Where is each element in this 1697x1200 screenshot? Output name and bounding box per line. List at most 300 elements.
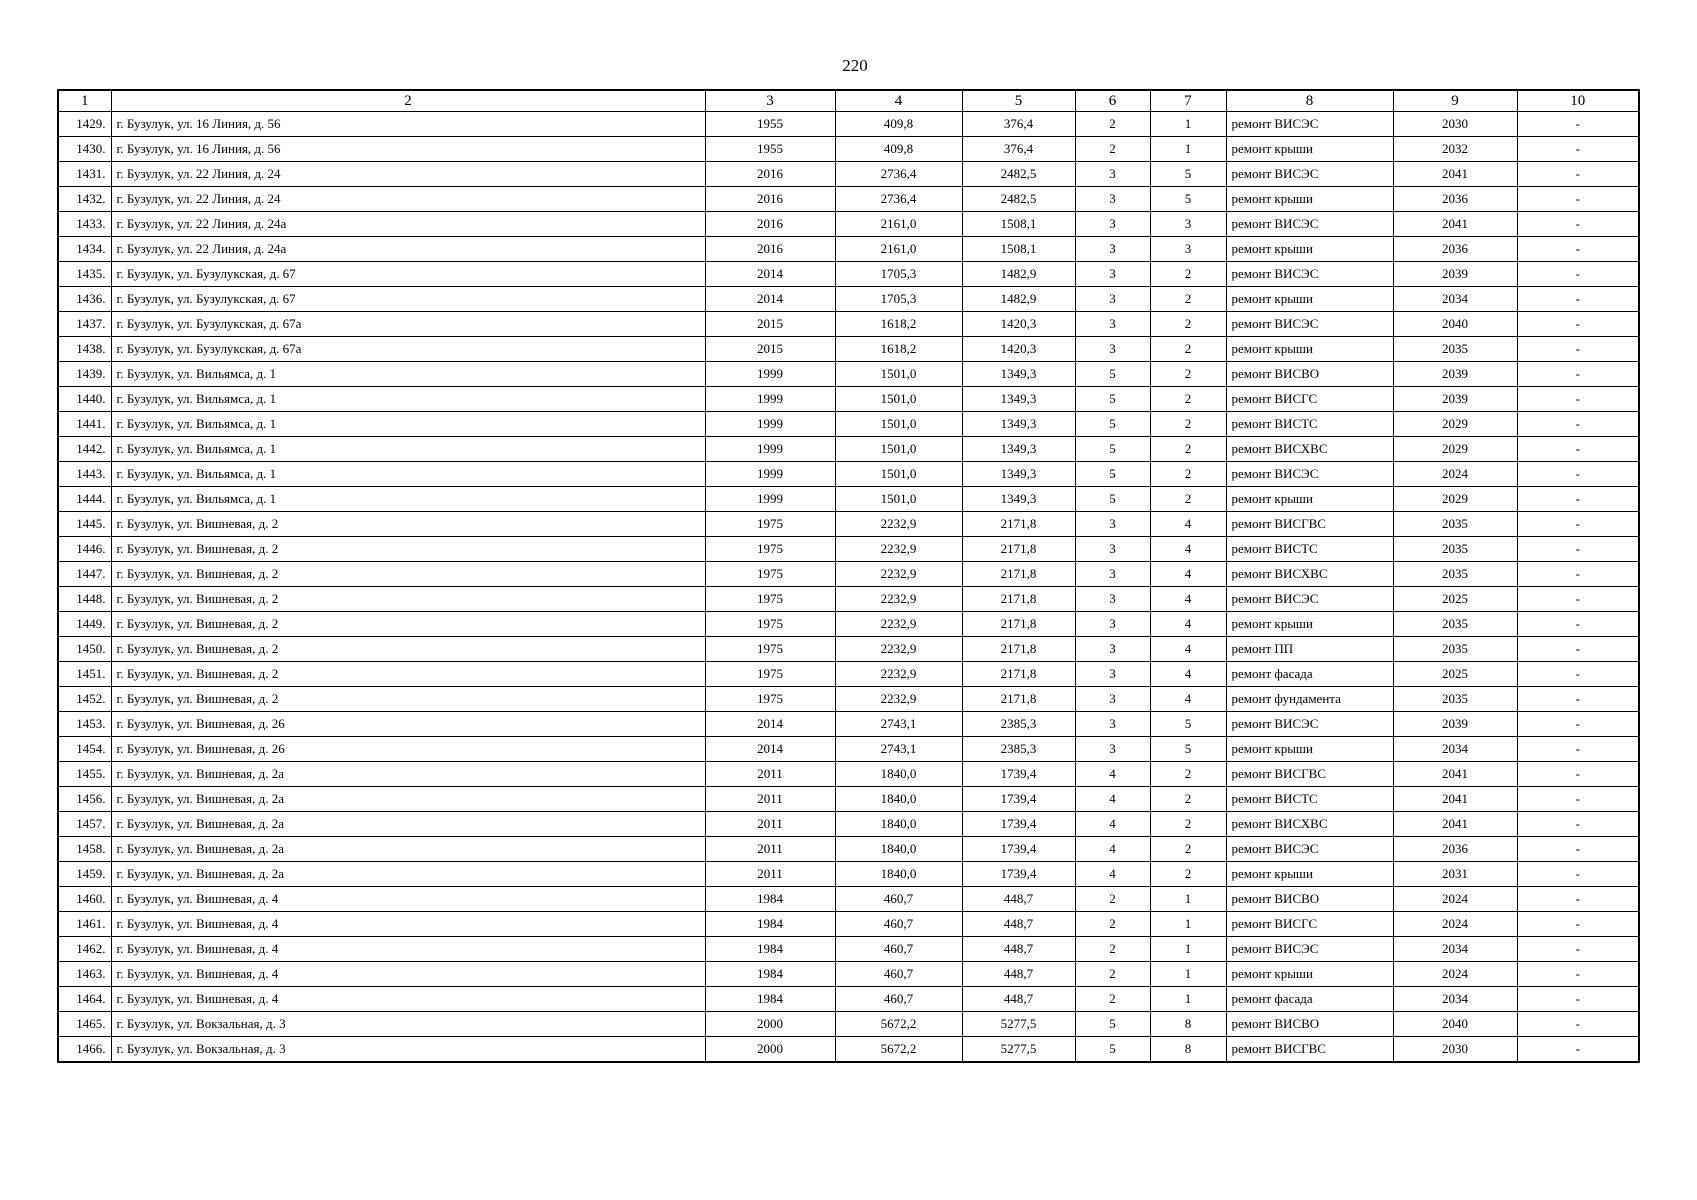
work-type-cell: ремонт ВИСЭС bbox=[1226, 212, 1393, 237]
note-cell: - bbox=[1517, 912, 1639, 937]
entrances-cell: 2 bbox=[1150, 487, 1226, 512]
note-cell: - bbox=[1517, 887, 1639, 912]
address-cell: г. Бузулук, ул. Вишневая, д. 2 bbox=[111, 687, 705, 712]
year-cell: 1975 bbox=[705, 637, 835, 662]
plan-year-cell: 2031 bbox=[1393, 862, 1517, 887]
living-area-cell: 1349,3 bbox=[962, 437, 1075, 462]
address-cell: г. Бузулук, ул. Вильямса, д. 1 bbox=[111, 487, 705, 512]
plan-year-cell: 2035 bbox=[1393, 637, 1517, 662]
row-number-cell: 1452. bbox=[58, 687, 111, 712]
year-cell: 1999 bbox=[705, 437, 835, 462]
living-area-cell: 2482,5 bbox=[962, 162, 1075, 187]
entrances-cell: 3 bbox=[1150, 237, 1226, 262]
floors-cell: 5 bbox=[1075, 412, 1150, 437]
plan-year-cell: 2030 bbox=[1393, 1037, 1517, 1063]
entrances-cell: 1 bbox=[1150, 937, 1226, 962]
plan-year-cell: 2036 bbox=[1393, 837, 1517, 862]
note-cell: - bbox=[1517, 937, 1639, 962]
address-cell: г. Бузулук, ул. Вишневая, д. 2 bbox=[111, 512, 705, 537]
plan-year-cell: 2035 bbox=[1393, 612, 1517, 637]
work-type-cell: ремонт крыши bbox=[1226, 287, 1393, 312]
work-type-cell: ремонт ВИСВО bbox=[1226, 887, 1393, 912]
entrances-cell: 2 bbox=[1150, 462, 1226, 487]
address-cell: г. Бузулук, ул. Вокзальная, д. 3 bbox=[111, 1037, 705, 1063]
plan-year-cell: 2039 bbox=[1393, 262, 1517, 287]
table-row bbox=[58, 762, 1639, 787]
living-area-cell: 448,7 bbox=[962, 937, 1075, 962]
table-row bbox=[58, 187, 1639, 212]
row-number-cell: 1446. bbox=[58, 537, 111, 562]
plan-year-cell: 2039 bbox=[1393, 387, 1517, 412]
year-cell: 1975 bbox=[705, 537, 835, 562]
table-row bbox=[58, 162, 1639, 187]
plan-year-cell: 2030 bbox=[1393, 112, 1517, 137]
table-row bbox=[58, 937, 1639, 962]
year-cell: 2000 bbox=[705, 1037, 835, 1063]
address-cell: г. Бузулук, ул. Бузулукская, д. 67а bbox=[111, 337, 705, 362]
row-number-cell: 1440. bbox=[58, 387, 111, 412]
year-cell: 1984 bbox=[705, 962, 835, 987]
year-cell: 1955 bbox=[705, 137, 835, 162]
column-header: 7 bbox=[1150, 90, 1226, 112]
work-type-cell: ремонт ВИСЭС bbox=[1226, 262, 1393, 287]
floors-cell: 3 bbox=[1075, 512, 1150, 537]
total-area-cell: 1501,0 bbox=[835, 387, 962, 412]
living-area-cell: 448,7 bbox=[962, 962, 1075, 987]
table-row bbox=[58, 662, 1639, 687]
address-cell: г. Бузулук, ул. Вишневая, д. 2 bbox=[111, 637, 705, 662]
total-area-cell: 2736,4 bbox=[835, 162, 962, 187]
table-row bbox=[58, 812, 1639, 837]
plan-year-cell: 2034 bbox=[1393, 937, 1517, 962]
year-cell: 1984 bbox=[705, 887, 835, 912]
year-cell: 1999 bbox=[705, 412, 835, 437]
year-cell: 2011 bbox=[705, 862, 835, 887]
note-cell: - bbox=[1517, 737, 1639, 762]
row-number-cell: 1449. bbox=[58, 612, 111, 637]
entrances-cell: 4 bbox=[1150, 587, 1226, 612]
note-cell: - bbox=[1517, 212, 1639, 237]
column-header: 2 bbox=[111, 90, 705, 112]
year-cell: 2016 bbox=[705, 237, 835, 262]
work-type-cell: ремонт ВИСЭС bbox=[1226, 837, 1393, 862]
entrances-cell: 2 bbox=[1150, 862, 1226, 887]
floors-cell: 3 bbox=[1075, 187, 1150, 212]
year-cell: 2016 bbox=[705, 187, 835, 212]
total-area-cell: 2232,9 bbox=[835, 612, 962, 637]
row-number-cell: 1463. bbox=[58, 962, 111, 987]
floors-cell: 5 bbox=[1075, 462, 1150, 487]
note-cell: - bbox=[1517, 287, 1639, 312]
entrances-cell: 8 bbox=[1150, 1037, 1226, 1063]
floors-cell: 5 bbox=[1075, 487, 1150, 512]
address-cell: г. Бузулук, ул. Вильямса, д. 1 bbox=[111, 437, 705, 462]
total-area-cell: 460,7 bbox=[835, 912, 962, 937]
total-area-cell: 2232,9 bbox=[835, 662, 962, 687]
total-area-cell: 2232,9 bbox=[835, 587, 962, 612]
year-cell: 2011 bbox=[705, 787, 835, 812]
plan-year-cell: 2024 bbox=[1393, 912, 1517, 937]
living-area-cell: 1739,4 bbox=[962, 812, 1075, 837]
living-area-cell: 448,7 bbox=[962, 887, 1075, 912]
column-header: 1 bbox=[58, 90, 111, 112]
row-number-cell: 1456. bbox=[58, 787, 111, 812]
work-type-cell: ремонт крыши bbox=[1226, 737, 1393, 762]
total-area-cell: 460,7 bbox=[835, 962, 962, 987]
address-cell: г. Бузулук, ул. Вишневая, д. 4 bbox=[111, 912, 705, 937]
work-type-cell: ремонт ВИСЭС bbox=[1226, 112, 1393, 137]
work-type-cell: ремонт ВИСТС bbox=[1226, 412, 1393, 437]
note-cell: - bbox=[1517, 412, 1639, 437]
note-cell: - bbox=[1517, 262, 1639, 287]
note-cell: - bbox=[1517, 162, 1639, 187]
entrances-cell: 2 bbox=[1150, 362, 1226, 387]
column-header: 8 bbox=[1226, 90, 1393, 112]
work-type-cell: ремонт крыши bbox=[1226, 337, 1393, 362]
entrances-cell: 1 bbox=[1150, 912, 1226, 937]
row-number-cell: 1464. bbox=[58, 987, 111, 1012]
living-area-cell: 5277,5 bbox=[962, 1037, 1075, 1063]
year-cell: 2014 bbox=[705, 262, 835, 287]
total-area-cell: 5672,2 bbox=[835, 1037, 962, 1063]
work-type-cell: ремонт ВИСХВС bbox=[1226, 437, 1393, 462]
address-cell: г. Бузулук, ул. 22 Линия, д. 24а bbox=[111, 212, 705, 237]
column-header: 10 bbox=[1517, 90, 1639, 112]
year-cell: 1999 bbox=[705, 362, 835, 387]
plan-year-cell: 2041 bbox=[1393, 812, 1517, 837]
entrances-cell: 2 bbox=[1150, 387, 1226, 412]
plan-year-cell: 2035 bbox=[1393, 337, 1517, 362]
work-type-cell: ремонт ВИСГС bbox=[1226, 912, 1393, 937]
total-area-cell: 460,7 bbox=[835, 987, 962, 1012]
floors-cell: 3 bbox=[1075, 337, 1150, 362]
row-number-cell: 1430. bbox=[58, 137, 111, 162]
year-cell: 2011 bbox=[705, 837, 835, 862]
plan-year-cell: 2035 bbox=[1393, 687, 1517, 712]
table-row bbox=[58, 712, 1639, 737]
note-cell: - bbox=[1517, 237, 1639, 262]
total-area-cell: 2232,9 bbox=[835, 537, 962, 562]
table-row bbox=[58, 362, 1639, 387]
note-cell: - bbox=[1517, 837, 1639, 862]
entrances-cell: 1 bbox=[1150, 962, 1226, 987]
year-cell: 1975 bbox=[705, 562, 835, 587]
row-number-cell: 1441. bbox=[58, 412, 111, 437]
work-type-cell: ремонт ВИСГВС bbox=[1226, 1037, 1393, 1063]
floors-cell: 3 bbox=[1075, 162, 1150, 187]
floors-cell: 2 bbox=[1075, 987, 1150, 1012]
year-cell: 2015 bbox=[705, 312, 835, 337]
address-cell: г. Бузулук, ул. Бузулукская, д. 67 bbox=[111, 287, 705, 312]
work-type-cell: ремонт крыши bbox=[1226, 137, 1393, 162]
table-row bbox=[58, 637, 1639, 662]
table-row bbox=[58, 112, 1639, 137]
floors-cell: 3 bbox=[1075, 612, 1150, 637]
floors-cell: 2 bbox=[1075, 937, 1150, 962]
year-cell: 2011 bbox=[705, 762, 835, 787]
total-area-cell: 460,7 bbox=[835, 887, 962, 912]
year-cell: 2016 bbox=[705, 212, 835, 237]
row-number-cell: 1455. bbox=[58, 762, 111, 787]
table-row bbox=[58, 412, 1639, 437]
table-row bbox=[58, 862, 1639, 887]
table-row bbox=[58, 262, 1639, 287]
living-area-cell: 1349,3 bbox=[962, 412, 1075, 437]
total-area-cell: 2232,9 bbox=[835, 687, 962, 712]
living-area-cell: 2171,8 bbox=[962, 512, 1075, 537]
plan-year-cell: 2029 bbox=[1393, 487, 1517, 512]
address-cell: г. Бузулук, ул. Вишневая, д. 2а bbox=[111, 787, 705, 812]
address-cell: г. Бузулук, ул. Вишневая, д. 4 bbox=[111, 962, 705, 987]
column-header: 3 bbox=[705, 90, 835, 112]
table-row bbox=[58, 387, 1639, 412]
total-area-cell: 1501,0 bbox=[835, 412, 962, 437]
address-cell: г. Бузулук, ул. 16 Линия, д. 56 bbox=[111, 112, 705, 137]
plan-year-cell: 2032 bbox=[1393, 137, 1517, 162]
note-cell: - bbox=[1517, 712, 1639, 737]
plan-year-cell: 2029 bbox=[1393, 412, 1517, 437]
row-number-cell: 1448. bbox=[58, 587, 111, 612]
total-area-cell: 1501,0 bbox=[835, 487, 962, 512]
entrances-cell: 4 bbox=[1150, 612, 1226, 637]
year-cell: 1984 bbox=[705, 987, 835, 1012]
row-number-cell: 1465. bbox=[58, 1012, 111, 1037]
floors-cell: 3 bbox=[1075, 662, 1150, 687]
living-area-cell: 2385,3 bbox=[962, 712, 1075, 737]
entrances-cell: 2 bbox=[1150, 837, 1226, 862]
row-number-cell: 1457. bbox=[58, 812, 111, 837]
total-area-cell: 1705,3 bbox=[835, 262, 962, 287]
floors-cell: 3 bbox=[1075, 262, 1150, 287]
floors-cell: 4 bbox=[1075, 837, 1150, 862]
table-row bbox=[58, 212, 1639, 237]
entrances-cell: 2 bbox=[1150, 337, 1226, 362]
plan-year-cell: 2040 bbox=[1393, 1012, 1517, 1037]
note-cell: - bbox=[1517, 787, 1639, 812]
plan-year-cell: 2034 bbox=[1393, 737, 1517, 762]
address-cell: г. Бузулук, ул. Вильямса, д. 1 bbox=[111, 387, 705, 412]
plan-year-cell: 2036 bbox=[1393, 187, 1517, 212]
floors-cell: 3 bbox=[1075, 212, 1150, 237]
work-type-cell: ремонт крыши bbox=[1226, 237, 1393, 262]
living-area-cell: 2171,8 bbox=[962, 612, 1075, 637]
living-area-cell: 1349,3 bbox=[962, 462, 1075, 487]
work-type-cell: ремонт ВИСЭС bbox=[1226, 712, 1393, 737]
note-cell: - bbox=[1517, 962, 1639, 987]
living-area-cell: 2171,8 bbox=[962, 587, 1075, 612]
address-cell: г. Бузулук, ул. Вишневая, д. 2 bbox=[111, 662, 705, 687]
year-cell: 1999 bbox=[705, 462, 835, 487]
note-cell: - bbox=[1517, 537, 1639, 562]
living-area-cell: 2482,5 bbox=[962, 187, 1075, 212]
address-cell: г. Бузулук, ул. Вильямса, д. 1 bbox=[111, 362, 705, 387]
total-area-cell: 2743,1 bbox=[835, 737, 962, 762]
floors-cell: 3 bbox=[1075, 562, 1150, 587]
address-cell: г. Бузулук, ул. Вишневая, д. 4 bbox=[111, 937, 705, 962]
plan-year-cell: 2035 bbox=[1393, 537, 1517, 562]
table-row bbox=[58, 1012, 1639, 1037]
data-table bbox=[57, 89, 1640, 1063]
entrances-cell: 4 bbox=[1150, 537, 1226, 562]
work-type-cell: ремонт ВИСХВС bbox=[1226, 812, 1393, 837]
floors-cell: 5 bbox=[1075, 387, 1150, 412]
living-area-cell: 2171,8 bbox=[962, 687, 1075, 712]
work-type-cell: ремонт ВИСТС bbox=[1226, 537, 1393, 562]
plan-year-cell: 2039 bbox=[1393, 712, 1517, 737]
column-header: 4 bbox=[835, 90, 962, 112]
entrances-cell: 1 bbox=[1150, 987, 1226, 1012]
address-cell: г. Бузулук, ул. 22 Линия, д. 24 bbox=[111, 187, 705, 212]
column-header: 5 bbox=[962, 90, 1075, 112]
entrances-cell: 1 bbox=[1150, 112, 1226, 137]
year-cell: 1984 bbox=[705, 937, 835, 962]
total-area-cell: 2161,0 bbox=[835, 212, 962, 237]
column-header: 9 bbox=[1393, 90, 1517, 112]
note-cell: - bbox=[1517, 312, 1639, 337]
floors-cell: 4 bbox=[1075, 787, 1150, 812]
column-header: 6 bbox=[1075, 90, 1150, 112]
work-type-cell: ремонт крыши bbox=[1226, 962, 1393, 987]
floors-cell: 5 bbox=[1075, 362, 1150, 387]
year-cell: 1984 bbox=[705, 912, 835, 937]
year-cell: 1955 bbox=[705, 112, 835, 137]
floors-cell: 5 bbox=[1075, 1012, 1150, 1037]
year-cell: 2000 bbox=[705, 1012, 835, 1037]
address-cell: г. Бузулук, ул. 16 Линия, д. 56 bbox=[111, 137, 705, 162]
table-row bbox=[58, 987, 1639, 1012]
living-area-cell: 2171,8 bbox=[962, 662, 1075, 687]
table-row bbox=[58, 737, 1639, 762]
note-cell: - bbox=[1517, 612, 1639, 637]
plan-year-cell: 2024 bbox=[1393, 887, 1517, 912]
note-cell: - bbox=[1517, 812, 1639, 837]
table-row bbox=[58, 337, 1639, 362]
floors-cell: 4 bbox=[1075, 862, 1150, 887]
total-area-cell: 5672,2 bbox=[835, 1012, 962, 1037]
total-area-cell: 2161,0 bbox=[835, 237, 962, 262]
row-number-cell: 1461. bbox=[58, 912, 111, 937]
table-row bbox=[58, 587, 1639, 612]
floors-cell: 3 bbox=[1075, 312, 1150, 337]
row-number-cell: 1450. bbox=[58, 637, 111, 662]
year-cell: 2016 bbox=[705, 162, 835, 187]
work-type-cell: ремонт ВИСГС bbox=[1226, 387, 1393, 412]
note-cell: - bbox=[1517, 387, 1639, 412]
floors-cell: 2 bbox=[1075, 912, 1150, 937]
address-cell: г. Бузулук, ул. Вишневая, д. 26 bbox=[111, 737, 705, 762]
floors-cell: 3 bbox=[1075, 687, 1150, 712]
entrances-cell: 4 bbox=[1150, 687, 1226, 712]
row-number-cell: 1429. bbox=[58, 112, 111, 137]
living-area-cell: 5277,5 bbox=[962, 1012, 1075, 1037]
table-row bbox=[58, 537, 1639, 562]
address-cell: г. Бузулук, ул. Вишневая, д. 2а bbox=[111, 762, 705, 787]
entrances-cell: 4 bbox=[1150, 662, 1226, 687]
plan-year-cell: 2041 bbox=[1393, 787, 1517, 812]
note-cell: - bbox=[1517, 137, 1639, 162]
note-cell: - bbox=[1517, 462, 1639, 487]
plan-year-cell: 2024 bbox=[1393, 962, 1517, 987]
address-cell: г. Бузулук, ул. Вишневая, д. 2 bbox=[111, 537, 705, 562]
entrances-cell: 2 bbox=[1150, 437, 1226, 462]
work-type-cell: ремонт ВИСВО bbox=[1226, 1012, 1393, 1037]
floors-cell: 3 bbox=[1075, 737, 1150, 762]
note-cell: - bbox=[1517, 112, 1639, 137]
row-number-cell: 1442. bbox=[58, 437, 111, 462]
plan-year-cell: 2035 bbox=[1393, 512, 1517, 537]
note-cell: - bbox=[1517, 587, 1639, 612]
note-cell: - bbox=[1517, 862, 1639, 887]
table-body bbox=[58, 90, 1639, 1062]
address-cell: г. Бузулук, ул. Вишневая, д. 2 bbox=[111, 587, 705, 612]
address-cell: г. Бузулук, ул. Вишневая, д. 2 bbox=[111, 612, 705, 637]
work-type-cell: ремонт ВИСХВС bbox=[1226, 562, 1393, 587]
living-area-cell: 1482,9 bbox=[962, 287, 1075, 312]
table-row bbox=[58, 237, 1639, 262]
living-area-cell: 1482,9 bbox=[962, 262, 1075, 287]
floors-cell: 4 bbox=[1075, 812, 1150, 837]
total-area-cell: 1501,0 bbox=[835, 462, 962, 487]
living-area-cell: 2171,8 bbox=[962, 537, 1075, 562]
work-type-cell: ремонт ВИСЭС bbox=[1226, 162, 1393, 187]
row-number-cell: 1460. bbox=[58, 887, 111, 912]
row-number-cell: 1447. bbox=[58, 562, 111, 587]
floors-cell: 3 bbox=[1075, 237, 1150, 262]
year-cell: 2014 bbox=[705, 737, 835, 762]
work-type-cell: ремонт крыши bbox=[1226, 862, 1393, 887]
table-row bbox=[58, 887, 1639, 912]
note-cell: - bbox=[1517, 987, 1639, 1012]
entrances-cell: 5 bbox=[1150, 187, 1226, 212]
living-area-cell: 1739,4 bbox=[962, 837, 1075, 862]
address-cell: г. Бузулук, ул. Бузулукская, д. 67а bbox=[111, 312, 705, 337]
living-area-cell: 2385,3 bbox=[962, 737, 1075, 762]
living-area-cell: 1349,3 bbox=[962, 387, 1075, 412]
table-row bbox=[58, 962, 1639, 987]
total-area-cell: 1840,0 bbox=[835, 812, 962, 837]
work-type-cell: ремонт ВИСЭС bbox=[1226, 587, 1393, 612]
address-cell: г. Бузулук, ул. Вишневая, д. 26 bbox=[111, 712, 705, 737]
year-cell: 1999 bbox=[705, 387, 835, 412]
note-cell: - bbox=[1517, 662, 1639, 687]
row-number-cell: 1453. bbox=[58, 712, 111, 737]
living-area-cell: 1420,3 bbox=[962, 312, 1075, 337]
year-cell: 1975 bbox=[705, 687, 835, 712]
total-area-cell: 2736,4 bbox=[835, 187, 962, 212]
plan-year-cell: 2036 bbox=[1393, 237, 1517, 262]
entrances-cell: 2 bbox=[1150, 312, 1226, 337]
year-cell: 2014 bbox=[705, 712, 835, 737]
entrances-cell: 5 bbox=[1150, 712, 1226, 737]
address-cell: г. Бузулук, ул. Вишневая, д. 2 bbox=[111, 562, 705, 587]
plan-year-cell: 2025 bbox=[1393, 587, 1517, 612]
living-area-cell: 1739,4 bbox=[962, 762, 1075, 787]
note-cell: - bbox=[1517, 362, 1639, 387]
work-type-cell: ремонт фасада bbox=[1226, 987, 1393, 1012]
work-type-cell: ремонт ВИСГВС bbox=[1226, 512, 1393, 537]
entrances-cell: 4 bbox=[1150, 637, 1226, 662]
address-cell: г. Бузулук, ул. Вишневая, д. 4 bbox=[111, 887, 705, 912]
work-type-cell: ремонт ВИСГВС bbox=[1226, 762, 1393, 787]
year-cell: 1999 bbox=[705, 487, 835, 512]
year-cell: 1975 bbox=[705, 512, 835, 537]
floors-cell: 2 bbox=[1075, 112, 1150, 137]
year-cell: 2014 bbox=[705, 287, 835, 312]
living-area-cell: 1508,1 bbox=[962, 237, 1075, 262]
table-row bbox=[58, 487, 1639, 512]
year-cell: 1975 bbox=[705, 587, 835, 612]
table-row bbox=[58, 787, 1639, 812]
